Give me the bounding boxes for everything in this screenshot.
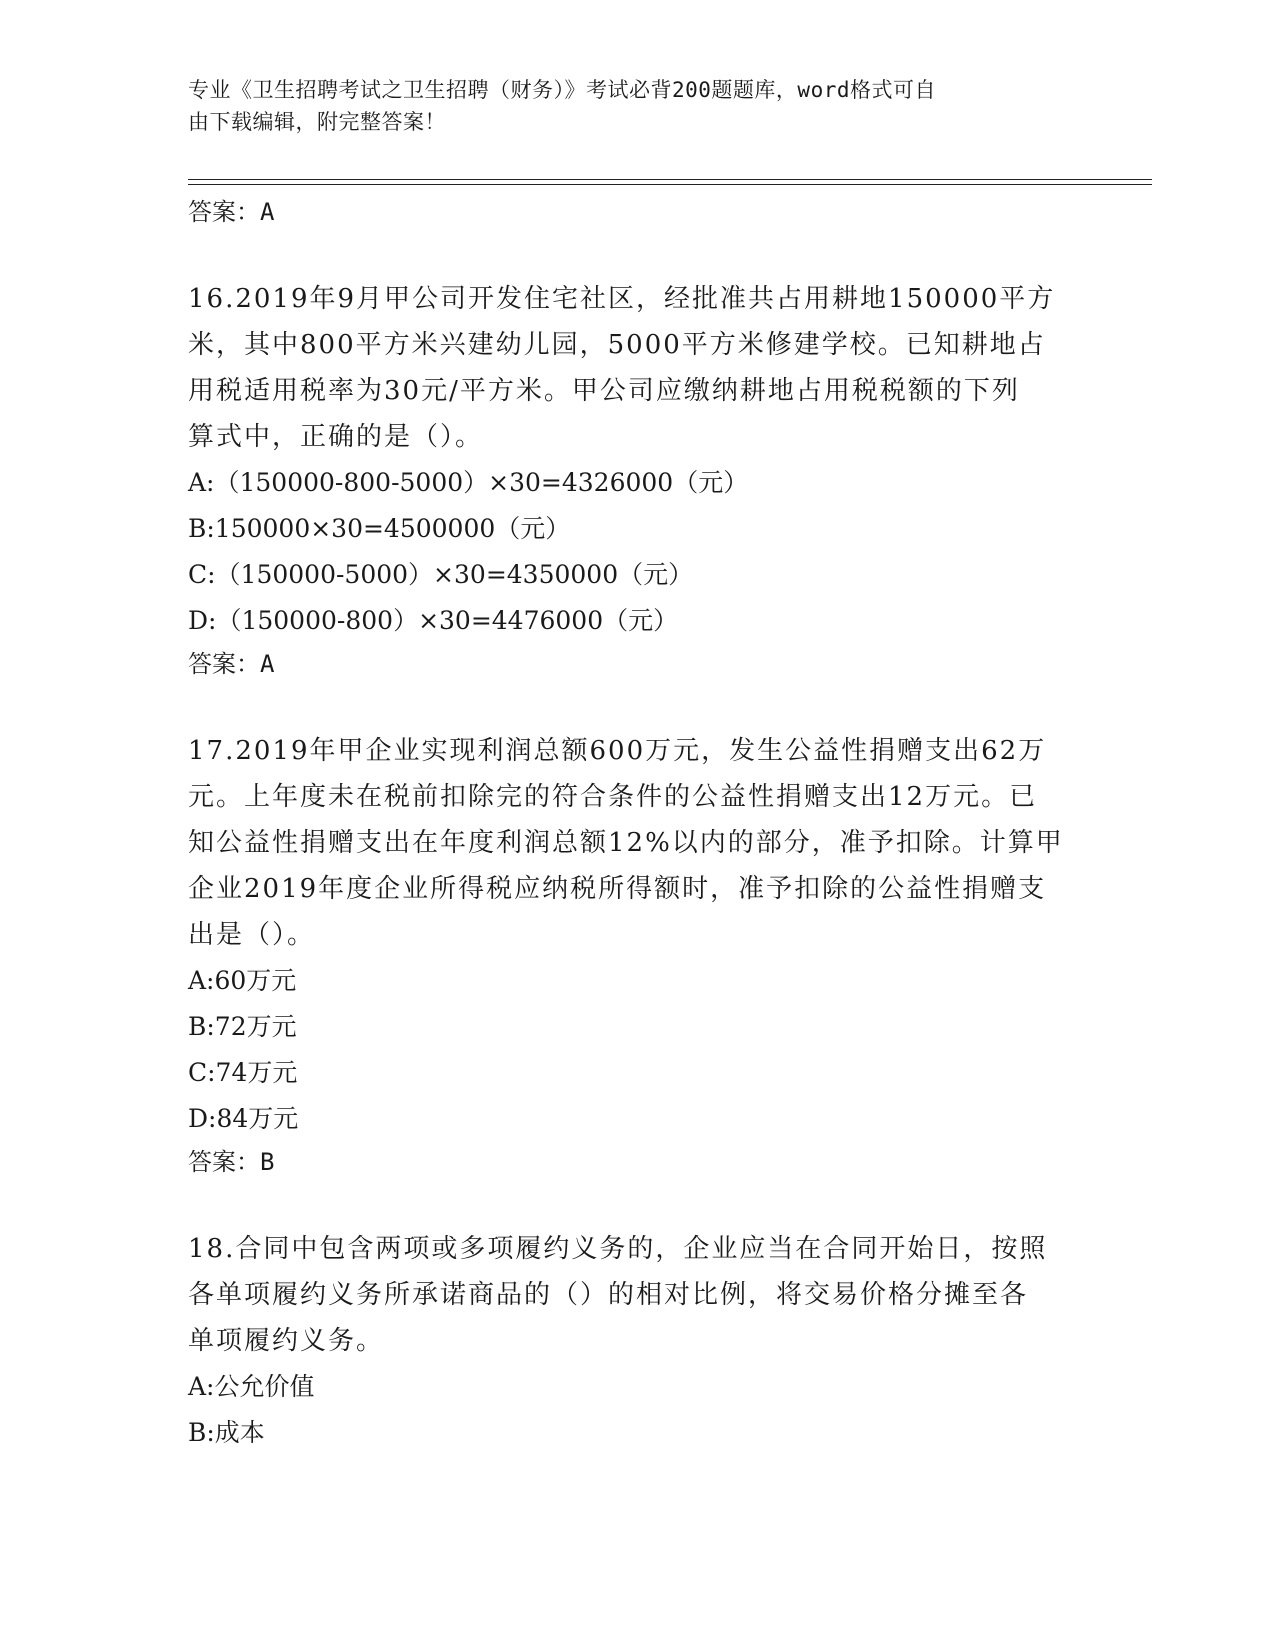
question-17-answer: 答案：B bbox=[188, 1148, 275, 1176]
question-16-line-4: 算式中，正确的是（）。 bbox=[188, 422, 484, 452]
question-18-option-a: A:公允价值 bbox=[188, 1372, 315, 1401]
question-17-line-5: 出是（）。 bbox=[188, 920, 316, 950]
question-16-line-1: 16.2019年9月甲公司开发住宅社区，经批准共占用耕地150000平方 bbox=[188, 284, 1056, 314]
question-17-option-c: C:74万元 bbox=[188, 1058, 298, 1087]
question-18 bbox=[188, 1226, 1088, 1364]
question-16 bbox=[188, 276, 1088, 460]
question-18-line-2: 各单项履约义务所承诺商品的（）的相对比例，将交易价格分摊至各 bbox=[188, 1280, 1029, 1310]
question-17-option-d: D:84万元 bbox=[188, 1104, 299, 1133]
question-17-line-1: 17.2019年甲企业实现利润总额600万元，发生公益性捐赠支出62万 bbox=[188, 736, 1047, 766]
spacer bbox=[188, 684, 1088, 728]
question-16-answer: 答案：A bbox=[188, 650, 275, 678]
question-18-line-3: 单项履约义务。 bbox=[188, 1326, 385, 1356]
question-16-option-b: B:150000×30=4500000（元） bbox=[188, 514, 571, 543]
document-header bbox=[188, 74, 1068, 138]
header-divider-top bbox=[188, 179, 1152, 180]
question-16-option-c: C:（150000-5000）×30=4350000（元） bbox=[188, 560, 694, 589]
question-17 bbox=[188, 728, 1088, 958]
answer-previous: 答案：A bbox=[188, 198, 275, 226]
question-16-option-d: D:（150000-800）×30=4476000（元） bbox=[188, 606, 679, 635]
question-17-option-a: A:60万元 bbox=[188, 966, 297, 995]
question-17-line-4: 企业2019年度企业所得税应纳税所得额时，准予扣除的公益性捐赠支 bbox=[188, 874, 1047, 904]
question-16-line-3: 用税适用税率为30元/平方米。甲公司应缴纳耕地占用税税额的下列 bbox=[188, 376, 1020, 406]
header-line-1: 专业《卫生招聘考试之卫生招聘（财务）》考试必背200题题库，word格式可自 bbox=[188, 78, 936, 102]
question-16-line-2: 米，其中800平方米兴建幼儿园，5000平方米修建学校。已知耕地占 bbox=[188, 330, 1046, 360]
header-divider-bottom bbox=[188, 184, 1152, 185]
spacer bbox=[188, 1182, 1088, 1226]
question-17-line-3: 知公益性捐赠支出在年度利润总额12%以内的部分，准予扣除。计算甲 bbox=[188, 828, 1064, 858]
document-body bbox=[188, 192, 1088, 1456]
header-line-2: 由下载编辑，附完整答案！ bbox=[188, 110, 446, 134]
question-16-option-a: A:（150000-800-5000）×30=4326000（元） bbox=[188, 468, 749, 497]
question-18-line-1: 18.合同中包含两项或多项履约义务的，企业应当在合同开始日，按照 bbox=[188, 1234, 1048, 1264]
spacer bbox=[188, 232, 1088, 276]
question-17-line-2: 元。上年度未在税前扣除完的符合条件的公益性捐赠支出12万元。已 bbox=[188, 782, 1038, 812]
question-18-option-b: B:成本 bbox=[188, 1418, 265, 1447]
question-17-option-b: B:72万元 bbox=[188, 1012, 297, 1041]
